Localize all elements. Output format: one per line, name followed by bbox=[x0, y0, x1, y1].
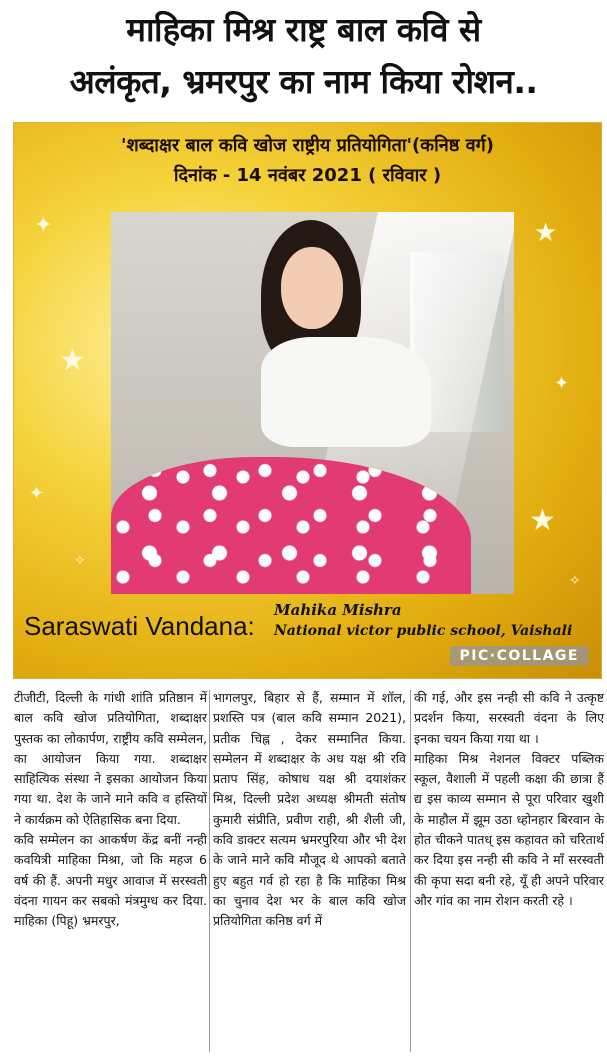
caption-title: Saraswati Vandana: bbox=[24, 611, 255, 641]
article-column-3 bbox=[414, 688, 604, 911]
column-divider bbox=[410, 690, 411, 1052]
portrait-photo bbox=[111, 212, 514, 594]
card-title: 'शब्दाक्षर बाल कवि खोज राष्ट्रीय प्रतियोगिता'(कनिष्ठ वर्ग) bbox=[120, 135, 495, 156]
paragraph: टीजीटी, दिल्ली के गांधी शांति प्रतिष्ठान में बाल कवि खोज प्रतियोगिता, शब्दाक्षर पुस्तक का लोकार्पण, राष्ट्रीय कवि सम्मेलन, का आयोजन किया गया. शब्दाक्षर साहित्यिक संस्था ने इसका आयोजन किया गया था. देश के जाने माने कवि व हस्तियों ने कार्यक्रम को ऐतिहासिक बना दिया. bbox=[14, 690, 207, 827]
article-column-1 bbox=[14, 688, 207, 932]
column-divider bbox=[209, 690, 210, 1052]
paragraph: की गई, और इस नन्ही सी कवि ने उत्कृष्ट प्रदर्शन किया, सरस्वती वंदना के लिए इनका चयन किया गया था । bbox=[414, 690, 604, 746]
headline-line-2: अलंकृत, भ्रमरपुर का नाम किया रोशन.. bbox=[69, 62, 538, 101]
star-sparkle-icon: ✧ bbox=[569, 573, 581, 589]
card-date: दिनांक - 14 नवंबर 2021 ( रविवार ) bbox=[173, 165, 442, 186]
star-sparkle-icon: ★ bbox=[529, 503, 556, 538]
star-sparkle-icon: ★ bbox=[534, 218, 558, 248]
caption-name: Mahika Mishra bbox=[274, 601, 402, 619]
star-sparkle-icon: ✦ bbox=[34, 213, 53, 238]
star-sparkle-icon: ✦ bbox=[554, 373, 570, 394]
paragraph: कवि सम्मेलन का आकर्षण केंद्र बनीं नन्ही कवयित्री माहिका मिश्रा, जो कि महज 6 वर्ष की हैं. अपनी मधुर आवाज में सरस्वती वंदना गायन कर सबको मंत्रमुग्ध कर दिया. माहिका (पिहू) भ्रमरपुर, bbox=[14, 832, 207, 929]
paragraph: माहिका मिश्र नेशनल विक्टर पब्लिक स्कूल, वैशाली में पहली कक्षा की छात्रा हैं द्य इस काव्य सम्मान से पूरा परिवार खुशी के माहौल में झूम उठा ध्होनहार बिरवान के होत चीकने पातध् इस कहावत को चरितार्थ कर दिया इस नन्ही सी कवि ने माँ सरस्वती की कृपा सदा बनी रहे, यूँ ही अपने परिवार और गांव का नाम रोशन करती रहे । bbox=[414, 750, 604, 908]
paragraph: भागलपुर, बिहार से हैं, सम्मान में शॉल, प्रशस्ति पत्र (बाल कवि सम्मान 2021), प्रतीक चिह्न , देकर सम्मानित किया. सम्मेलन में शब्दाक्षर के अध यक्ष श्री रवि प्रताप सिंह, कोषाध यक्ष श्री दयाशंकर मिश्र, दिल्ली प्रदेश अध्यक्ष श्रीमती संतोष कुमारी संप्रीति, प्रवीण राही, श्री शैली जी, कवि डाक्टर सत्यम भ्रमरपुरिया और भी देश के जाने माने कवि मौजूद थे आपको बताते हुए बहुत गर्व हो रहा है कि माहिका मिश्र का चुनाव देश भर के बाल कवि खोज प्रतियोगिता कनिष्ठ वर्ग में bbox=[213, 690, 406, 929]
article-column-2 bbox=[213, 688, 406, 932]
headline bbox=[0, 0, 607, 118]
headline-line-1: माहिका मिश्र राष्ट्र बाल कवि से bbox=[126, 10, 481, 49]
star-sparkle-icon: ✦ bbox=[29, 483, 45, 504]
pic-collage-watermark: PIC·COLLAGE bbox=[450, 646, 589, 666]
article-body bbox=[14, 688, 604, 1058]
star-sparkle-icon: ✧ bbox=[74, 553, 86, 569]
photo-card bbox=[13, 122, 602, 679]
star-sparkle-icon: ★ bbox=[59, 343, 86, 378]
caption-school: National victor public school, Vaishali bbox=[274, 623, 573, 639]
